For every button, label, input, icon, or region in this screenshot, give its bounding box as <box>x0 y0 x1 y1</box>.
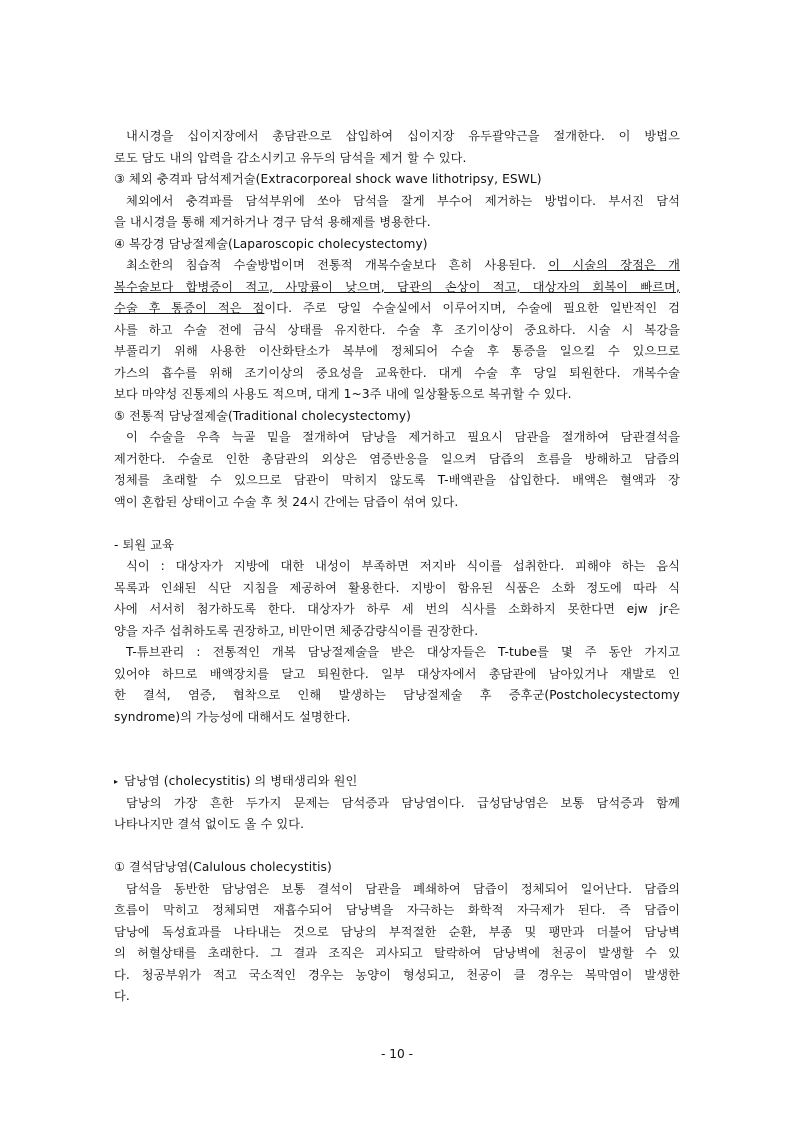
underlined-text: 복수술보다 합병증이 적고, 사망률이 낮으며, 담관의 손상이 적고, 대상자의 회복이 빠르며, <box>114 279 680 294</box>
spacer <box>114 728 680 750</box>
text-line: syndrome)의 가능성에 대해서도 설명한다. <box>114 709 351 724</box>
text-span: 이다. 주로 당일 수술실에서 이루어지며, 수술에 필요한 일반적인 검 <box>264 301 680 315</box>
text-line: T-튜브관리 : 전통적인 개복 담낭절제술을 받은 대상자들은 T-tube를 몇 주 동안 가지고 <box>126 645 680 659</box>
page-number: - 10 - <box>380 1047 414 1061</box>
section-heading: ③ 체외 충격파 담석제거술(Extracorporeal shock wave lithotripsy, ESWL) <box>114 172 542 186</box>
spacer <box>114 750 680 772</box>
text-line: 담낭에 독성효과를 나타내는 것으로 담낭의 부적절한 순환, 부종 및 팽만과 더불어 담낭벽 <box>114 924 680 939</box>
text-line: 이 수술을 우측 늑골 밑을 절개하여 담낭을 제거하고 필요시 담관을 절개하여 담관결석을 <box>126 430 680 444</box>
text-line: 양을 자주 섭취하도록 권장하고, 비만이면 체중감량식이를 권장한다. <box>114 623 479 638</box>
section-heading: ④ 복강경 담낭절제술(Laparoscopic cholecystectomy) <box>114 236 428 251</box>
heading-text: 담낭염 (cholecystitis) 의 병태생리와 원인 <box>124 774 358 788</box>
text-line: 로도 담도 내의 압력을 감소시키고 유두의 담석을 제거 할 수 있다. <box>114 150 467 165</box>
text-line: 사에 서서히 첨가하도록 한다. 대상자가 하루 세 번의 식사를 소화하지 못한다면 ejw jr은 <box>114 602 680 616</box>
text-line: 나타나지만 결석 없이도 올 수 있다. <box>114 817 305 831</box>
text-line: 내시경을 십이지장에서 총담관으로 삽입하여 십이지장 유두괄약근을 절개한다. 이 방법으 <box>126 129 680 143</box>
text-line: 목록과 인쇄된 식단 지침을 제공하여 활용한다. 지방이 함유된 식품은 소화 정도에 따라 식 <box>114 580 680 595</box>
text-line: 가스의 흡수를 위해 조기이상의 중요성을 교육한다. 대게 수술 후 당일 퇴원한다. 개복수술 <box>114 365 680 380</box>
text-line: 다. <box>114 989 130 1003</box>
text-line: 한 결석, 염증, 협착으로 인해 발생하는 담낭절제술 후 증후군(Postcholecystectomy <box>114 688 680 702</box>
text-line: 보다 마약성 진통제의 사용도 적으며, 대게 1~3주 내에 일상활동으로 복귀할 수 있다. <box>114 387 572 401</box>
spacer <box>114 836 680 858</box>
text-line <box>114 255 680 277</box>
text-line: 식이 : 대상자가 지방에 대한 내성이 부족하면 저지바 식이를 섭취한다. 피해야 하는 음식 <box>126 559 680 573</box>
text-line: 담석을 동반한 담낭염은 보통 결석이 담관을 폐쇄하여 담즙이 정체되어 일어난다. 담즙의 <box>126 881 680 896</box>
text-line: 담낭의 가장 흔한 두가지 문제는 담석증과 담낭염이다. 급성담낭염은 보통 담석증과 함께 <box>126 795 680 810</box>
section-heading <box>114 771 680 793</box>
text-line: 부풀리기 위해 사용한 이산화탄소가 복부에 정체되어 수술 후 통증을 일으킬 수 있으므로 <box>114 344 680 358</box>
text-line: 있어야 하므로 배액장치를 달고 퇴원한다. 일부 대상자에서 총담관에 남아있거나 재발로 인 <box>114 666 680 681</box>
text-line: 흐름이 막히고 정체되면 재흡수되어 담낭벽을 자극하는 화학적 자극제가 된다. 즉 담즙이 <box>114 903 680 917</box>
text-line: 제거한다. 수술로 인한 총담관의 외상은 염증반응을 일으켜 담즙의 흐름을 방해하고 담즙의 <box>114 451 680 466</box>
section-heading: ① 결석담낭염(Calulous cholecystitis) <box>114 860 332 874</box>
text-line: 액이 혼합된 상태이고 수술 후 첫 24시 간에는 담즙이 섞여 있다. <box>114 494 459 509</box>
section-heading: ⑤ 전통적 담낭절제술(Traditional cholecystectomy) <box>114 408 412 423</box>
text-line: 다. 청공부위가 적고 국소적인 경우는 농양이 형성되고, 천공이 클 경우는 복막염이 발생한 <box>114 967 680 982</box>
spacer <box>114 513 680 535</box>
text-line: 사를 하고 수술 전에 금식 상태를 유지한다. 수술 후 조기이상이 중요하다. 시술 시 복강을 <box>114 322 680 337</box>
text-line <box>114 298 680 320</box>
underlined-text: 이 시술의 장점은 개 <box>548 258 680 272</box>
bullet-icon: ▸ <box>114 777 119 786</box>
text-line: 을 내시경을 통해 제거하거나 경구 담석 용해제를 병용한다. <box>114 215 431 229</box>
document-body <box>114 126 680 1008</box>
text-line: 체외에서 충격파를 담석부위에 쏘아 담석을 잘게 부수어 제거하는 방법이다. 부서진 담석 <box>126 193 680 208</box>
section-heading: - 퇴원 교육 <box>114 537 174 552</box>
text-span: 최소한의 침습적 수술방법이며 전통적 개복수술보다 흔히 사용된다. <box>126 258 549 272</box>
text-line: 의 허혈상태를 초래한다. 그 결과 조직은 괴사되고 탈락하여 담낭벽에 천공이 발생할 수 있 <box>114 946 680 960</box>
text-line: 정체를 초래할 수 있으므로 담관이 막히지 않도록 T-배액관을 삽입한다. 배액은 혈액과 장 <box>114 473 680 487</box>
underlined-text: 수술 후 통증이 적은 점 <box>114 301 265 315</box>
